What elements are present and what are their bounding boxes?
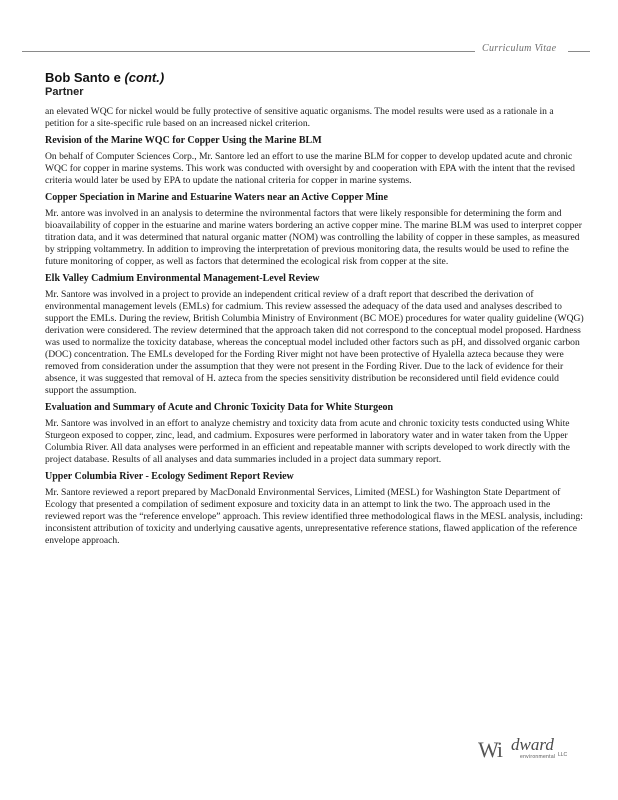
header-rule-end: [568, 51, 590, 52]
logo-subtitle: environmental: [520, 754, 556, 760]
header-rule: [22, 51, 475, 52]
person-name: [45, 70, 164, 85]
intro-paragraph: an elevated WQC for nickel would be fully protective of sensitive aquatic organisms. The model results were used as a rationale in a petition for a site-specific rule based on an increased nickel criterion.: [45, 106, 554, 129]
section-paragraph: Mr. Santore was involved in a project to provide an independent critical review of a draft report that described the derivation of environmental management levels (EMLs) for cadmium. This review assessed the adequacy of the data used and analyses described to support the EMLs. During the review, British Columbia Ministry of Environment (BC MOE) procedures for water quality guideline (WQG) derivation were considered. The review determined that the approach taken did not correspond to the conceptual model proposed. Hardness was used to normalize the toxicity database, whereas the conceptual model included other factors such as pH, and dissolved organic carbon (DOC) concentration. The EMLs developed for the Fording River might not have been protective of Hyalella azteca because they were removed from consideration under the assumption that they were not present in the Fording River. Due to the lack of evidence for their absence, it was suggested that removal of H. azteca from the species sensitivity distribution be reconsidered until field evidence could support the assumption.: [45, 289, 584, 396]
document-body: [45, 106, 585, 552]
logo-mark: Wi: [478, 737, 502, 762]
company-logo: [478, 737, 588, 767]
section-heading: Evaluation and Summary of Acute and Chronic Toxicity Data for White Sturgeon: [45, 402, 394, 413]
section-heading: Upper Columbia River - Ecology Sediment Report Review: [45, 471, 294, 482]
section-heading: Revision of the Marine WQC for Copper Using the Marine BLM: [45, 135, 322, 146]
logo-llc: LLC: [558, 752, 568, 758]
logo-wordmark: dward: [511, 735, 554, 754]
section-paragraph: On behalf of Computer Sciences Corp., Mr. Santore led an effort to use the marine BLM for copper to develop updated acute and chronic WQC for copper in marine systems. This work was conducted with oversight by and cooperation with EPA with the intent that the revised criteria would later be used by EPA to update the national criteria for copper in marine systems.: [45, 151, 575, 186]
section-paragraph: Mr. Santore was involved in an effort to analyze chemistry and toxicity data from acute and chronic toxicity tests conducted using White Sturgeon exposed to copper, zinc, lead, and cadmium. Exposures were performed in laboratory water and in water taken from the Upper Columbia River. All data analyses were performed in an efficient and repeatable manner with scripts developed to work directly with the project database. Results of all analyses and data summaries included in a project data summary report.: [45, 418, 570, 465]
person-name-suffix: (cont.): [124, 70, 165, 85]
section-paragraph: Mr. Santore reviewed a report prepared by MacDonald Environmental Services, Limited (MESL) for Washington State Department of Ecology that presented a compilation of sediment exposure and toxicity data in an attempt to link the two. The approach used in the reviewed report was the “reference envelope” approach. This review identified three methodological flaws in the MESL analysis, including: inconsistent attribution of toxicity and underlying causative agents, unrepresentative reference stations, flawed application of the reference envelope approach.: [45, 487, 583, 546]
section-paragraph: Mr. antore was involved in an analysis to determine the nvironmental factors that were likely responsible for determining the form and bioavailability of copper in the estuarine and marine waters bordering an active copper mine. The marine BLM was used to interpret copper titration data, and it was determined that natural organic matter (NOM) was controlling the lability of copper in these samples, as measured by stripping voltammetry. In addition to improving the interpretation of previous monitoring data, the results would be used to refine the future monitoring of copper, as well as factors that determined the ecological risk from copper at the site.: [45, 208, 582, 267]
header-section-title: Curriculum Vitae: [482, 43, 557, 54]
person-name-text: Bob Santo e: [45, 70, 121, 85]
section-heading: Elk Valley Cadmium Environmental Management-Level Review: [45, 273, 320, 284]
section-heading: Copper Speciation in Marine and Estuarine Waters near an Active Copper Mine: [45, 192, 388, 203]
person-title: Partner: [45, 86, 84, 98]
